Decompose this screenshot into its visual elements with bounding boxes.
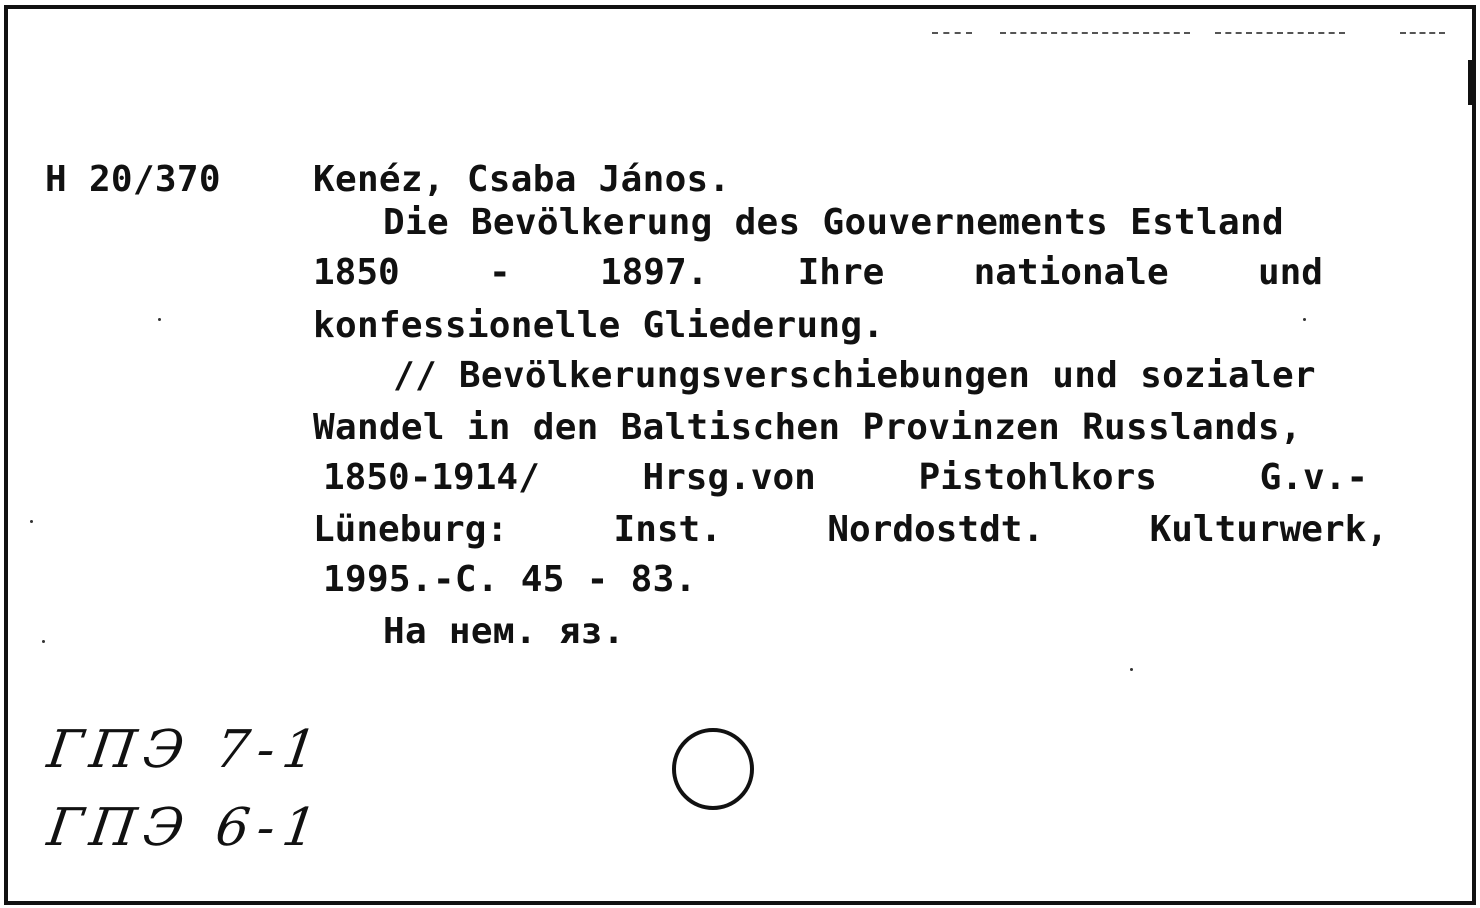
imprint-line-1	[313, 510, 1388, 550]
series-line-2: Wandel in den Baltischen Provinzen Russlands,	[313, 407, 1302, 448]
series-line-1: // Bevölkerungsverschiebungen und sozialer	[393, 355, 1316, 396]
scan-speck	[30, 520, 33, 523]
series-word: Hrsg.von	[642, 457, 816, 498]
title-word: nationale	[973, 252, 1169, 293]
title-word: und	[1257, 252, 1323, 293]
title-line-3: konfessionelle Gliederung.	[313, 305, 885, 346]
punch-hole	[672, 728, 754, 810]
scan-artifact	[1400, 32, 1445, 34]
author-heading: Kenéz, Csaba János.	[313, 159, 731, 200]
scan-speck	[158, 318, 161, 321]
series-word: Pistohlkors	[918, 457, 1157, 498]
scan-artifact	[932, 32, 972, 34]
title-word: -	[488, 252, 511, 293]
series-line-3	[323, 458, 1368, 498]
handwritten-code-2: ГПЭ 6-1	[43, 798, 329, 858]
imprint-word: Kulturwerk,	[1149, 509, 1388, 550]
imprint-line-2: 1995.-С. 45 - 83.	[323, 559, 697, 600]
series-word: 1850-1914/	[323, 457, 540, 498]
handwritten-code-1: ГПЭ 7-1	[43, 720, 329, 780]
title-word: 1850	[313, 252, 400, 293]
title-word: 1897.	[599, 252, 709, 293]
scan-speck	[1303, 318, 1306, 321]
shelf-mark: H 20/370	[45, 159, 221, 200]
title-line-2	[313, 253, 1323, 293]
title-word: Ihre	[797, 252, 885, 293]
card-edge-mark	[1468, 60, 1473, 105]
scan-artifact	[1000, 32, 1190, 34]
title-line-1: Die Bevölkerung des Gouvernements Estland	[383, 202, 1284, 243]
scan-artifact	[1215, 32, 1345, 34]
imprint-word: Inst.	[613, 509, 722, 550]
imprint-word: Nordostdt.	[827, 509, 1045, 550]
scan-speck	[42, 640, 45, 643]
imprint-word: Lüneburg:	[313, 509, 509, 550]
scan-speck	[1130, 668, 1133, 671]
series-word: G.v.-	[1259, 457, 1368, 498]
language-note: На нем. яз.	[383, 611, 625, 652]
